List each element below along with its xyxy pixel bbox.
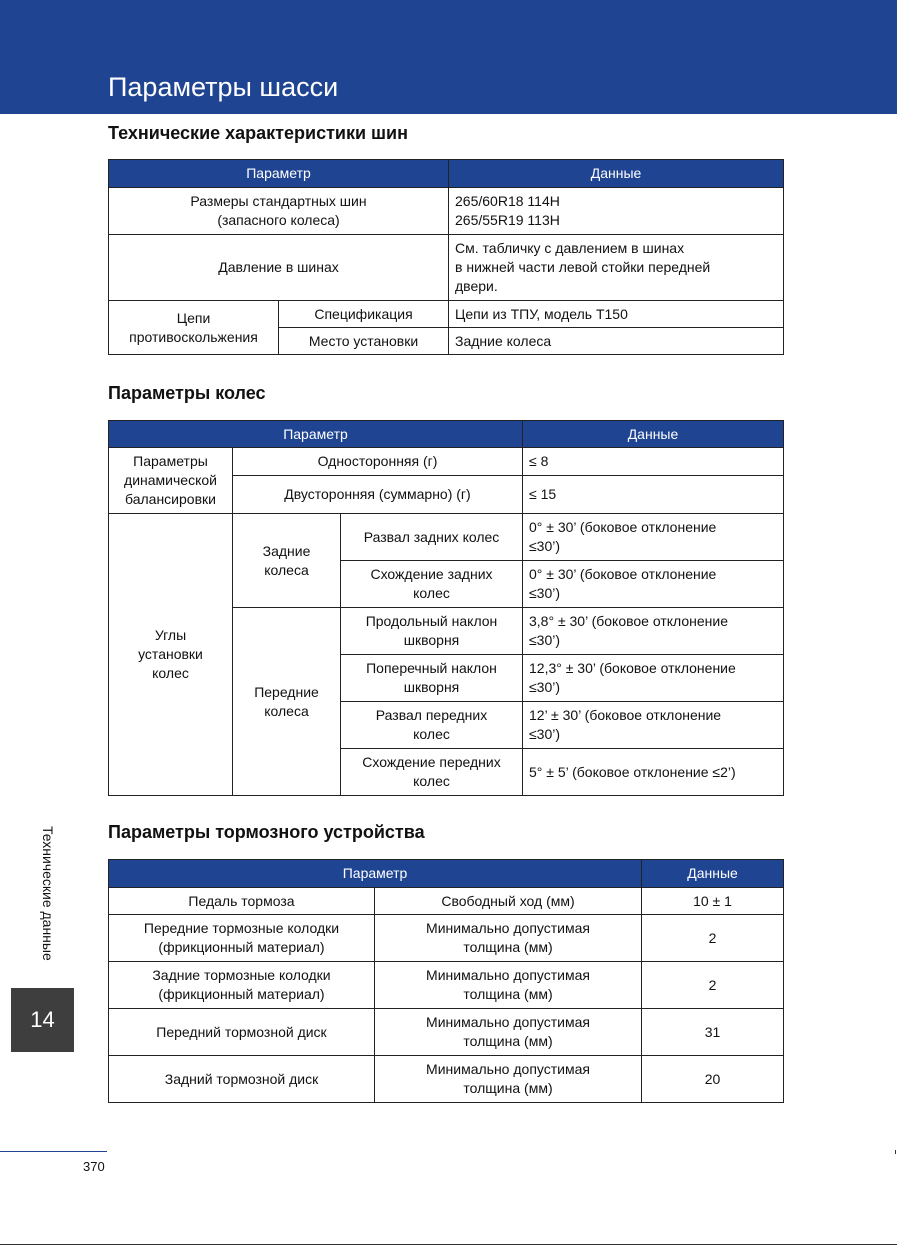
wheels-header-data: Данные [523, 421, 784, 448]
brake-measure: Минимально допустимая толщина (мм) [375, 915, 642, 962]
footer-rule [0, 1151, 107, 1152]
brake-value: 10 ± 1 [642, 888, 784, 915]
rear-camber-label: Развал задних колес [341, 514, 523, 561]
side-tab-label: Технические данные [40, 826, 56, 961]
balance-one-label: Односторонняя (г) [233, 448, 523, 476]
brakes-table [108, 859, 784, 1103]
rear-camber-value: 0° ± 30’ (боковое отклонение ≤30’) [523, 514, 784, 561]
corner-mark [895, 1150, 896, 1154]
angles-label: Углы установки колес [109, 514, 233, 796]
caster-value: 3,8° ± 30’ (боковое отклонение ≤30’) [523, 608, 784, 655]
balance-two-value: ≤ 15 [523, 476, 784, 514]
brake-value: 2 [642, 962, 784, 1009]
rear-toe-value: 0° ± 30’ (боковое отклонение ≤30’) [523, 561, 784, 608]
balance-label: Параметры динамической балансировки [109, 448, 233, 514]
tire-size-label: Размеры стандартных шин (запасного колеса) [109, 188, 449, 235]
tire-pressure-value: См. табличку с давлением в шинах в нижней части левой стойки передней двери. [449, 235, 784, 301]
rear-wheels-label: Задние колеса [233, 514, 341, 608]
front-camber-label: Развал передних колес [341, 702, 523, 749]
page-title: Параметры шасси [108, 72, 339, 102]
brake-measure: Минимально допустимая толщина (мм) [375, 962, 642, 1009]
kingpin-value: 12,3° ± 30’ (боковое отклонение ≤30’) [523, 655, 784, 702]
wheels-header-param: Параметр [109, 421, 523, 448]
kingpin-label: Поперечный наклон шкворня [341, 655, 523, 702]
brake-measure: Минимально допустимая толщина (мм) [375, 1056, 642, 1103]
balance-one-value: ≤ 8 [523, 448, 784, 476]
chains-label: Цепи противоскольжения [109, 301, 279, 355]
page-number: 370 [83, 1159, 105, 1174]
wheels-table [108, 420, 784, 796]
brake-value: 20 [642, 1056, 784, 1103]
chains-mount-label: Место установки [279, 328, 449, 355]
brakes-section-title: Параметры тормозного устройства [108, 822, 425, 842]
brake-part: Задний тормозной диск [109, 1056, 375, 1103]
brakes-header-param: Параметр [109, 860, 642, 888]
brake-value: 31 [642, 1009, 784, 1056]
front-toe-label: Схождение передних колес [341, 749, 523, 796]
brakes-header-data: Данные [642, 860, 784, 888]
brake-value: 2 [642, 915, 784, 962]
chains-spec-label: Спецификация [279, 301, 449, 328]
tire-pressure-label: Давление в шинах [109, 235, 449, 301]
tires-section-title: Технические характеристики шин [108, 123, 408, 143]
front-toe-value: 5° ± 5’ (боковое отклонение ≤2’) [523, 749, 784, 796]
balance-two-label: Двусторонняя (суммарно) (г) [233, 476, 523, 514]
wheels-section-title: Параметры колес [108, 383, 266, 403]
brake-part: Передние тормозные колодки (фрикционный материал) [109, 915, 375, 962]
bottom-rule [0, 1244, 897, 1245]
brake-measure: Минимально допустимая толщина (мм) [375, 1009, 642, 1056]
chains-mount-value: Задние колеса [449, 328, 784, 355]
rear-toe-label: Схождение задних колес [341, 561, 523, 608]
brake-measure: Свободный ход (мм) [375, 888, 642, 915]
front-wheels-label: Передние колеса [233, 608, 341, 796]
chains-spec-value: Цепи из ТПУ, модель Т150 [449, 301, 784, 328]
tires-header-param: Параметр [109, 160, 449, 188]
brake-part: Педаль тормоза [109, 888, 375, 915]
chapter-number: 14 [11, 988, 74, 1052]
caster-label: Продольный наклон шкворня [341, 608, 523, 655]
brake-part: Задние тормозные колодки (фрикционный материал) [109, 962, 375, 1009]
front-camber-value: 12’ ± 30’ (боковое отклонение ≤30’) [523, 702, 784, 749]
brake-part: Передний тормозной диск [109, 1009, 375, 1056]
tires-table [108, 159, 784, 355]
tire-size-value: 265/60R18 114H 265/55R19 113H [449, 188, 784, 235]
tires-header-data: Данные [449, 160, 784, 188]
